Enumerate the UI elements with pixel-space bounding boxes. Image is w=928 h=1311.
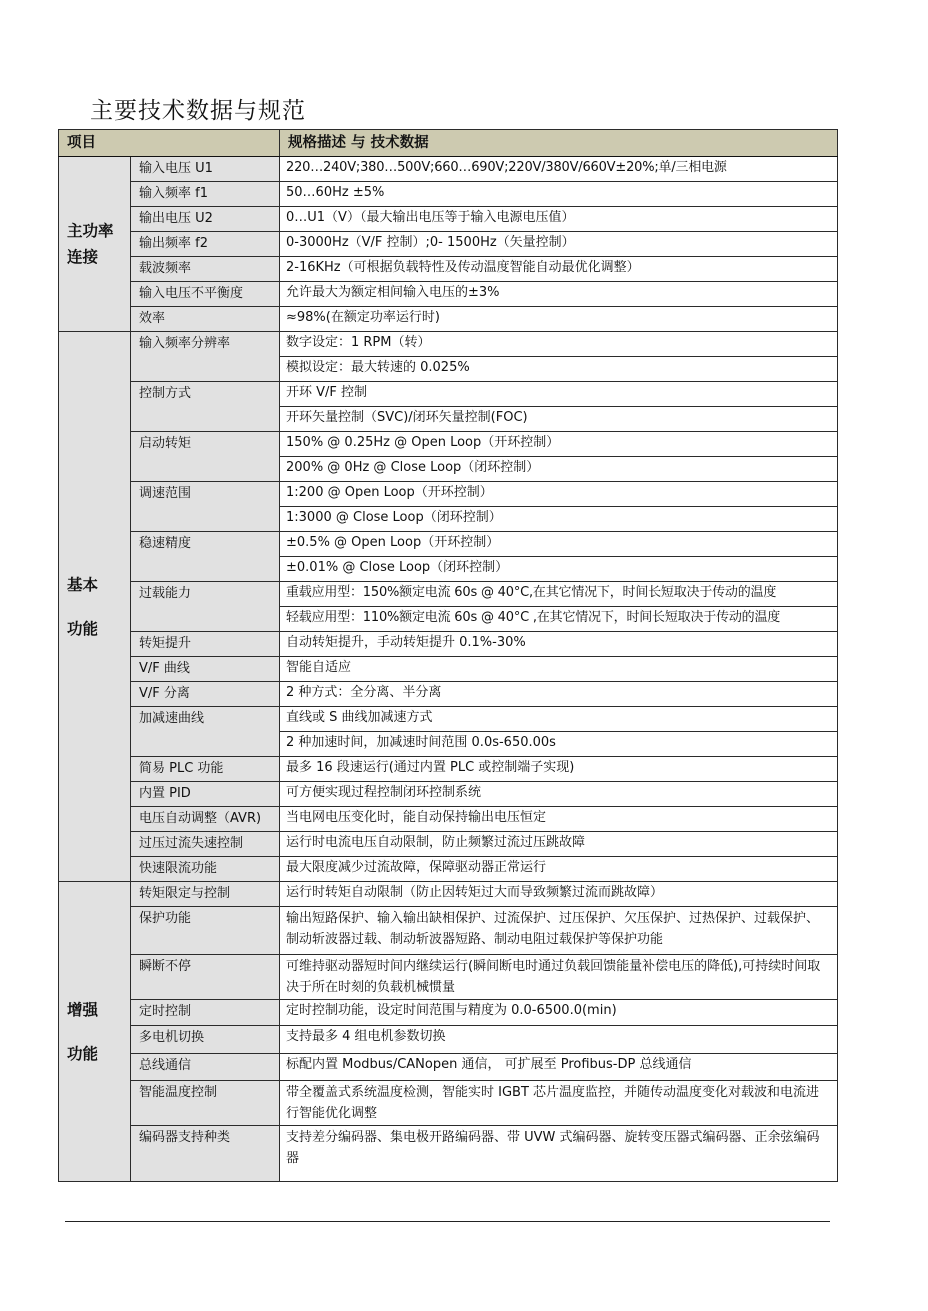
group-main-power: 主功率连接 — [59, 157, 131, 332]
row-value: 直线或 S 曲线加减速方式 — [280, 707, 838, 732]
row-value: 2 种方式：全分离、半分离 — [280, 682, 838, 707]
table-row — [59, 632, 838, 657]
row-label: 稳速精度 — [131, 532, 280, 582]
row-value: 1:3000 @ Close Loop（闭环控制） — [280, 507, 838, 532]
row-label: 启动转矩 — [131, 432, 280, 482]
row-value: 自动转矩提升，手动转矩提升 0.1%-30% — [280, 632, 838, 657]
table-row — [59, 257, 838, 282]
row-label: 载波频率 — [131, 257, 280, 282]
row-value: 50…60Hz ±5% — [280, 182, 838, 207]
table-row — [59, 1054, 838, 1081]
row-label: 输入频率 f1 — [131, 182, 280, 207]
row-label: 智能温度控制 — [131, 1081, 280, 1126]
table-header-row — [59, 130, 838, 157]
row-label: 总线通信 — [131, 1054, 280, 1081]
row-value: 当电网电压变化时，能自动保持输出电压恒定 — [280, 807, 838, 832]
row-value: 支持差分编码器、集电极开路编码器、带 UVW 式编码器、旋转变压器式编码器、正余弦编码器 — [280, 1126, 838, 1182]
row-label: 简易 PLC 功能 — [131, 757, 280, 782]
table-row — [59, 157, 838, 182]
group-basic — [59, 332, 131, 882]
row-label: 输入电压不平衡度 — [131, 282, 280, 307]
table-row — [59, 955, 838, 1000]
row-value: 轻载应用型：110%额定电流 60s @ 40°C ,在其它情况下，时间长短取决于传动的温度 — [280, 607, 838, 632]
row-label: 电压自动调整（AVR) — [131, 807, 280, 832]
row-value: 220…240V;380…500V;660…690V;220V/380V/660V±20%;单/三相电源 — [280, 157, 838, 182]
row-label: 加减速曲线 — [131, 707, 280, 757]
table-row — [59, 807, 838, 832]
row-label: 过载能力 — [131, 582, 280, 632]
row-label: 转矩提升 — [131, 632, 280, 657]
row-value: 智能自适应 — [280, 657, 838, 682]
row-value: 可方便实现过程控制闭环控制系统 — [280, 782, 838, 807]
row-value: 支持最多 4 组电机参数切换 — [280, 1026, 838, 1054]
row-value: 数字设定：1 RPM（转） — [280, 332, 838, 357]
table-row — [59, 1026, 838, 1054]
row-value: 1:200 @ Open Loop（开环控制） — [280, 482, 838, 507]
row-value: 允许最大为额定相间输入电压的±3% — [280, 282, 838, 307]
page-title: 主要技术数据与规范 — [90, 98, 306, 124]
table-row — [59, 182, 838, 207]
group-label-line: 增强 — [67, 1000, 99, 1019]
header-item: 项目 — [59, 130, 280, 157]
table-row — [59, 332, 838, 357]
table-row — [59, 232, 838, 257]
row-value: 重载应用型：150%额定电流 60s @ 40°C,在其它情况下，时间长短取决于传动的温度 — [280, 582, 838, 607]
row-label: 输入电压 U1 — [131, 157, 280, 182]
row-value: 运行时电流电压自动限制，防止频繁过流过压跳故障 — [280, 832, 838, 857]
row-label: V/F 分离 — [131, 682, 280, 707]
row-label: 转矩限定与控制 — [131, 882, 280, 907]
row-label: 多电机切换 — [131, 1026, 280, 1054]
row-value: 最多 16 段速运行(通过内置 PLC 或控制端子实现) — [280, 757, 838, 782]
row-label: 定时控制 — [131, 1000, 280, 1026]
table-row — [59, 707, 838, 732]
row-value: 开环 V/F 控制 — [280, 382, 838, 407]
row-value: ±0.01% @ Close Loop（闭环控制） — [280, 557, 838, 582]
table-row — [59, 1126, 838, 1182]
row-value: 定时控制功能，设定时间范围与精度为 0.0-6500.0(min) — [280, 1000, 838, 1026]
row-value: 0…U1（V）（最大输出电压等于输入电源电压值） — [280, 207, 838, 232]
row-value: ±0.5% @ Open Loop（开环控制） — [280, 532, 838, 557]
table-row — [59, 482, 838, 507]
row-label: 输出电压 U2 — [131, 207, 280, 232]
row-value: ≈98%(在额定功率运行时) — [280, 307, 838, 332]
table-row — [59, 782, 838, 807]
table-row — [59, 1000, 838, 1026]
row-value: 带全覆盖式系统温度检测，智能实时 IGBT 芯片温度监控，并随传动温度变化对载波和电流进行智能优化调整 — [280, 1081, 838, 1126]
table-row — [59, 532, 838, 557]
row-label: 调速范围 — [131, 482, 280, 532]
row-label: 瞬断不停 — [131, 955, 280, 1000]
row-value: 2 种加速时间，加减速时间范围 0.0s-650.00s — [280, 732, 838, 757]
row-label: V/F 曲线 — [131, 657, 280, 682]
footer-divider — [65, 1221, 830, 1222]
row-label: 控制方式 — [131, 382, 280, 432]
row-value: 开环矢量控制（SVC)/闭环矢量控制(FOC) — [280, 407, 838, 432]
row-value: 2-16KHz（可根据负载特性及传动温度智能自动最优化调整） — [280, 257, 838, 282]
row-value: 150% @ 0.25Hz @ Open Loop（开环控制） — [280, 432, 838, 457]
group-label-line: 基本 — [67, 575, 99, 594]
table-row — [59, 657, 838, 682]
table-row — [59, 1081, 838, 1126]
row-label: 输出频率 f2 — [131, 232, 280, 257]
table-row — [59, 307, 838, 332]
row-value: 运行时转矩自动限制（防止因转矩过大而导致频繁过流而跳故障） — [280, 882, 838, 907]
table-row — [59, 907, 838, 955]
group-label-line: 功能 — [67, 619, 99, 638]
group-label-line: 功能 — [67, 1044, 99, 1063]
row-value: 模拟设定：最大转速的 0.025% — [280, 357, 838, 382]
table-row — [59, 432, 838, 457]
row-value: 可维持驱动器短时间内继续运行(瞬间断电时通过负载回馈能量补偿电压的降低),可持续时间取决于所在时刻的负载机械惯量 — [280, 955, 838, 1000]
table-row — [59, 207, 838, 232]
row-label: 输入频率分辨率 — [131, 332, 280, 382]
row-label: 过压过流失速控制 — [131, 832, 280, 857]
row-label: 编码器支持种类 — [131, 1126, 280, 1182]
row-label: 保护功能 — [131, 907, 280, 955]
row-label: 内置 PID — [131, 782, 280, 807]
table-row — [59, 282, 838, 307]
row-label: 效率 — [131, 307, 280, 332]
row-value: 0-3000Hz（V/F 控制）;0- 1500Hz（矢量控制） — [280, 232, 838, 257]
table-row — [59, 857, 838, 882]
table-row — [59, 582, 838, 607]
table-row — [59, 682, 838, 707]
table-row — [59, 832, 838, 857]
row-label: 快速限流功能 — [131, 857, 280, 882]
spec-table — [58, 129, 838, 1182]
table-row — [59, 757, 838, 782]
row-value: 最大限度减少过流故障，保障驱动器正常运行 — [280, 857, 838, 882]
row-value: 标配内置 Modbus/CANopen 通信， 可扩展至 Profibus-DP 总线通信 — [280, 1054, 838, 1081]
header-spec: 规格描述 与 技术数据 — [280, 130, 838, 157]
table-row — [59, 882, 838, 907]
row-value: 200% @ 0Hz @ Close Loop（闭环控制） — [280, 457, 838, 482]
row-value: 输出短路保护、输入输出缺相保护、过流保护、过压保护、欠压保护、过热保护、过载保护、制动斩波器过载、制动斩波器短路、制动电阻过载保护等保护功能 — [280, 907, 838, 955]
group-enhanced — [59, 882, 131, 1182]
table-row — [59, 382, 838, 407]
